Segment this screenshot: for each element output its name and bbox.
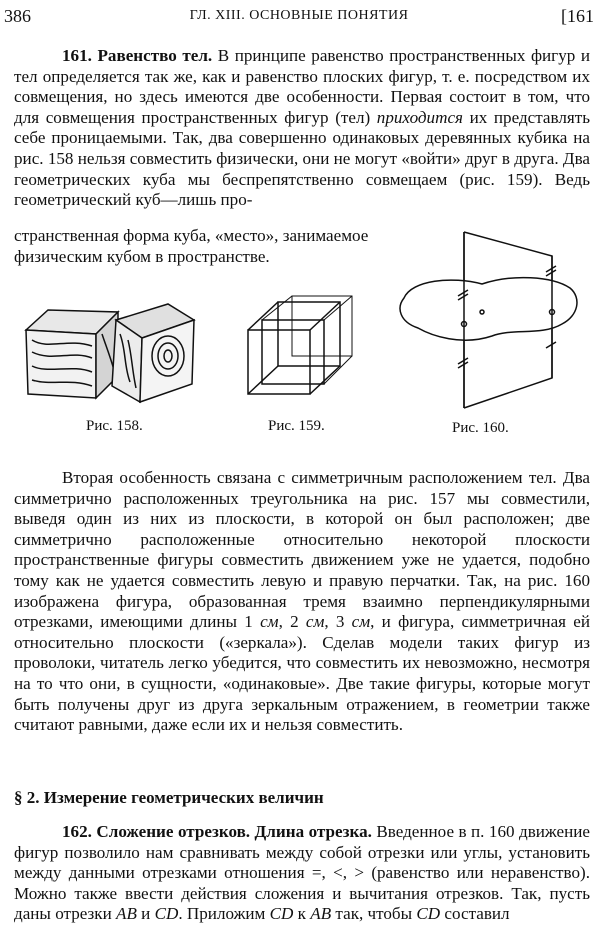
paragraph-161-end: странственная форма куба, «место», занимаемое физическим кубом в пространстве. (14, 226, 369, 266)
caption-figure-159: Рис. 159. (268, 418, 325, 434)
caption-figure-160: Рис. 160. (452, 420, 509, 436)
page-number: 386 (4, 6, 31, 26)
running-title: ГЛ. XIII. ОСНОВНЫЕ ПОНЯТИЯ (189, 8, 409, 23)
figure-159-geometric-cubes (240, 292, 360, 404)
section-heading: § 2. Измерение геометрических величин (14, 788, 324, 807)
figure-160-mirror-symmetry (392, 228, 592, 418)
page-header (4, 6, 594, 32)
paragraph-162: 162. Сложение отрезков. Длина отрезка. Введенное в п. 160 движение фигур позволило нам сравнивать между собой отрезки или углы, установить между данными отрезками отношения =, <, > (равенство или неравенство). Можно также ввести действия сложения и вычитания отрезков. Так, пусть даны отрезки AB и CD. Приложим CD к AB так, чтобы CD составил (14, 822, 590, 924)
paragraph-heading: 162. Сложение отрезков. Длина отрезка. (62, 822, 372, 841)
section-number: [161 (561, 6, 594, 26)
paragraph-second-feature: Вторая особенность связана с симметричным расположением тел. Два симметрично расположенных треугольника на рис. 157 мы совместили, выведя один из них из плоскости, в которой он был расположен; две симметрично расположенные относительно некоторой плоскости пространственные фигуры совместить движением уже не удается, подобно тому как не удается совместить левую и правую перчатки. Так, на рис. 160 изображена фигура, образованная тремя взаимно перпендикулярными отрезками, имеющими длины 1 см, 2 см, 3 см, и фигура, симметричная ей относительно плоскости («зеркала»). Сделав модели таких фигур из проволоки, читатель легко убедится, что совместить их невозможно, несмотря на то что они, в сущности, «одинаковые». Две такие фигуры, которые могут быть получены друг из друга зеркальным отражением, в геометрии также считают равными, даже если их и нельзя совместить. (14, 468, 590, 735)
paragraph-heading: 161. Равенство тел. (62, 46, 213, 65)
paragraph-161: 161. Равенство тел. В принципе равенство пространственных фигур и тел определяется так же, как и равенство плоских фигур, т. е. посредством их совмещения, но здесь имеются две особенности. Первая состоит в том, что для совмещения пространственных фигур (тел) приходится их представлять себе проницаемыми. Так, два совершенно одинаковых деревянных кубика на рис. 158 нельзя совместить физически, они не могут «войти» друг в друга. Два геометрических куба мы беспрепятственно совмещаем (рис. 159). Ведь геометрический куб—лишь про- (14, 46, 590, 210)
caption-figure-158: Рис. 158. (86, 418, 143, 434)
figure-158-wooden-cubes (18, 290, 198, 410)
